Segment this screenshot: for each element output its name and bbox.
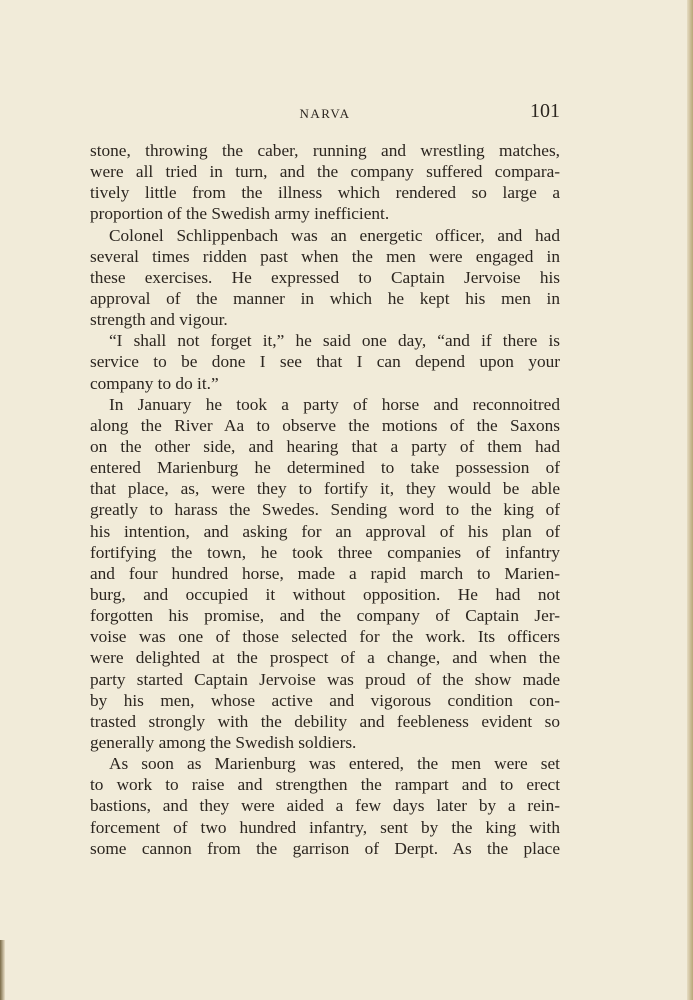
text-line: generally among the Swedish soldiers. [90, 732, 357, 752]
text-line: that place, as, were they to fortify it, they would be able [90, 479, 560, 499]
text-line: company to do it.” [90, 373, 219, 393]
text-line: on the other side, and hearing that a party of them had [90, 436, 560, 456]
running-head-title: NARVA [299, 106, 351, 121]
text-line: As soon as Marienburg was entered, the men were set [109, 754, 560, 774]
text-line: greatly to harass the Swedes. Sending word to the king of [90, 500, 560, 520]
text-line: to work to raise and strengthen the rampart and to erect [90, 775, 560, 795]
text-line: burg, and occupied it without opposition. He had not [90, 584, 560, 604]
page-binding-shadow [0, 940, 5, 1000]
text-line: entered Marienburg he determined to take possession of [90, 458, 560, 478]
text-line: service to be done I see that I can depend upon your [90, 352, 560, 372]
text-line: along the River Aa to observe the motions of the Saxons [90, 415, 560, 435]
text-line: were delighted at the prospect of a change, and when the [90, 648, 560, 668]
text-line: forgotten his promise, and the company of Captain Jer- [90, 606, 560, 626]
text-line: these exercises. He expressed to Captain Jervoise his [90, 267, 560, 287]
text-line: stone, throwing the caber, running and wrestling matches, [90, 141, 560, 160]
text-line: several times ridden past when the men were engaged in [90, 246, 560, 266]
text-line: trasted strongly with the debility and feebleness evident so [90, 711, 560, 731]
text-line: approval of the manner in which he kept his men in [90, 288, 560, 308]
text-line: and four hundred horse, made a rapid march to Marien- [90, 563, 560, 583]
text-line: by his men, whose active and vigorous condition con- [90, 690, 560, 710]
text-line: were all tried in turn, and the company suffered compara- [90, 162, 560, 182]
text-line: proportion of the Swedish army inefficient. [90, 204, 390, 224]
body-text [90, 140, 560, 859]
text-line: his intention, and asking for an approval of his plan of [90, 521, 560, 541]
text-line: fortifying the town, he took three companies of infantry [90, 542, 560, 562]
text-line: some cannon from the garrison of Derpt. As the place [90, 838, 560, 858]
text-line: party started Captain Jervoise was proud of the show made [90, 669, 560, 689]
text-line: tively little from the illness which rendered so large a [90, 183, 560, 203]
text-line: Colonel Schlippenbach was an energetic officer, and had [109, 225, 560, 245]
text-line: “I shall not forget it,” he said one day, “and if there is [109, 331, 560, 351]
text-line: voise was one of those selected for the work. Its officers [90, 627, 560, 647]
text-line: In January he took a party of horse and reconnoitred [109, 394, 560, 414]
text-line: strength and vigour. [90, 310, 228, 330]
page-edge [687, 0, 693, 1000]
text-line: bastions, and they were aided a few days later by a rein- [90, 796, 560, 816]
running-head [90, 100, 560, 126]
text-line: forcement of two hundred infantry, sent by the king with [90, 817, 560, 837]
page-number: 101 [530, 100, 560, 122]
